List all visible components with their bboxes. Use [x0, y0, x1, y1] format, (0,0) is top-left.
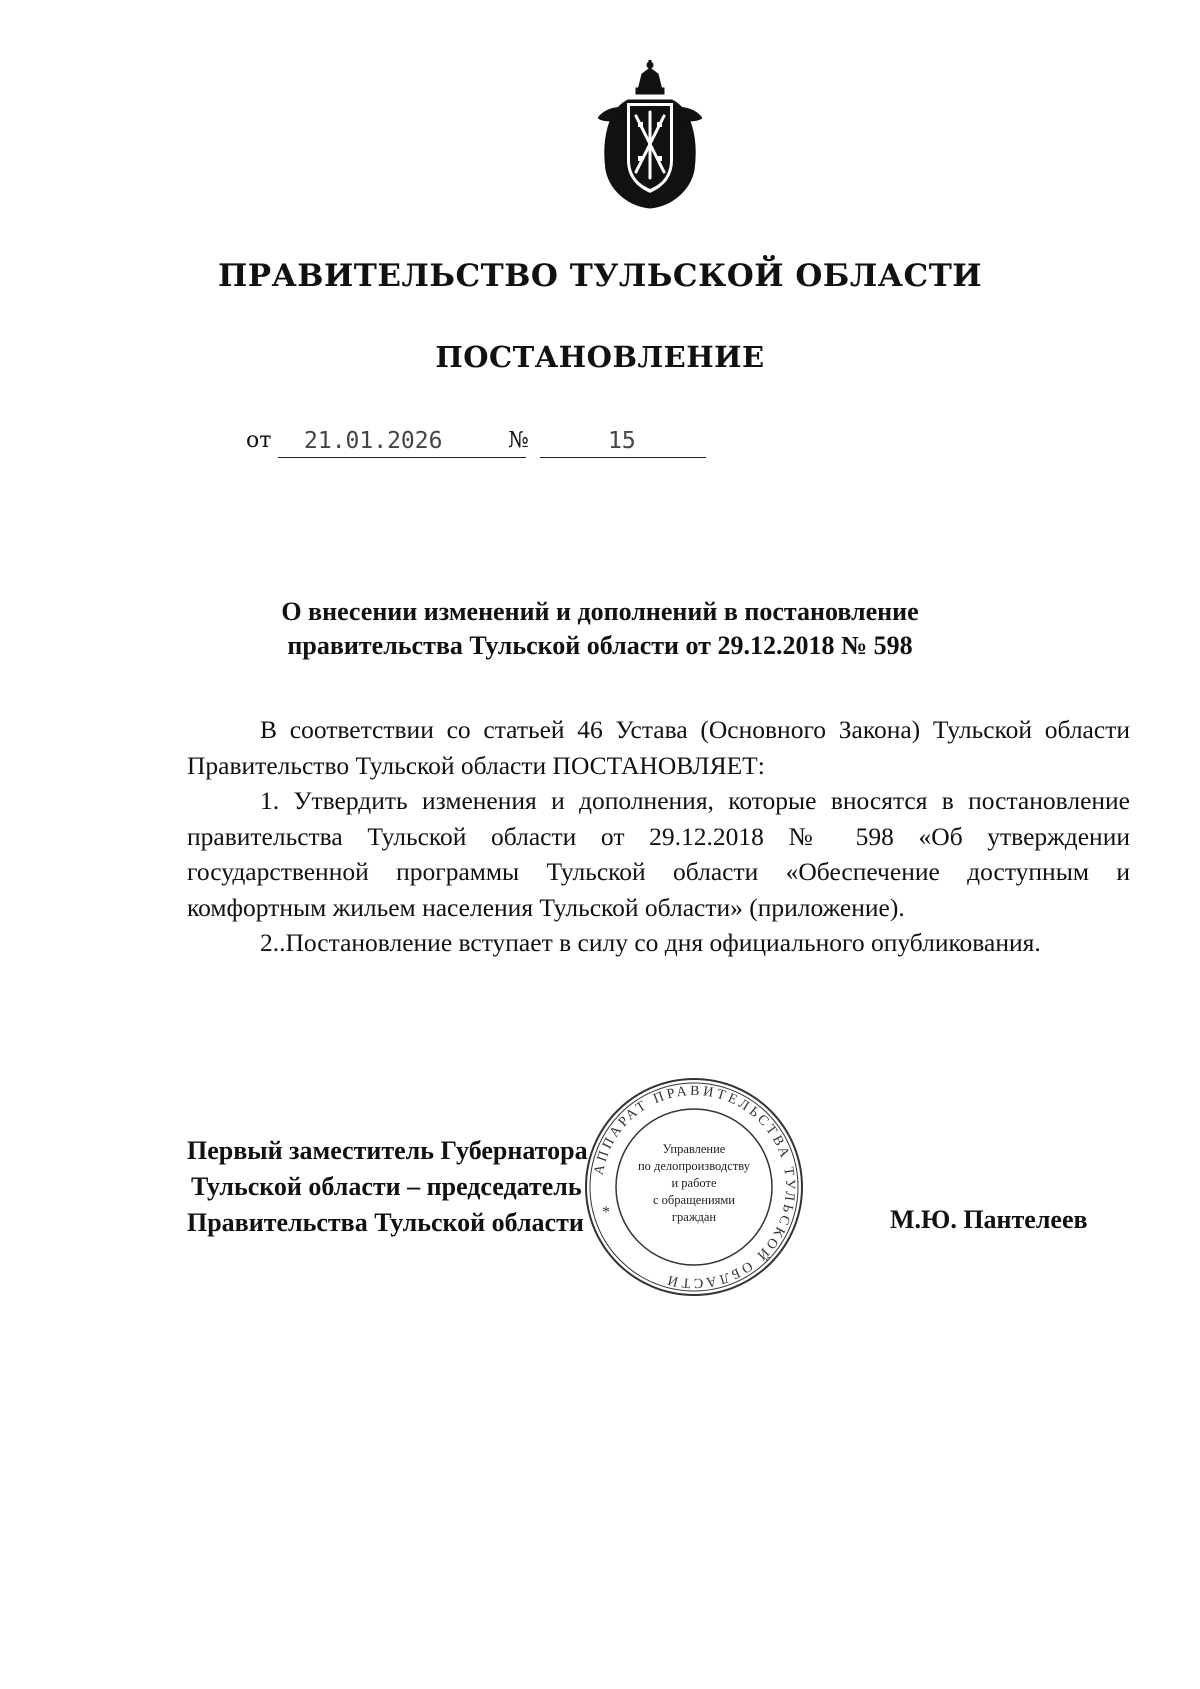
signatory-name: М.Ю. Пантелеев	[890, 1205, 1088, 1234]
stamp-line-2: по делопроизводству	[637, 1159, 751, 1173]
document-body	[187, 712, 1130, 961]
item-1-paragraph: 1. Утвердить изменения и дополнения, которые вносятся в постановление правительства Тульской области от 29.12.2018 № 598 «Об утверждении государственной программы Тульской области «Обеспечение доступным и комфортным жильем населения Тульской области» (приложение).	[187, 786, 1130, 922]
subject-line-1: О внесении изменений и дополнений в постановление	[281, 597, 919, 626]
item-2-paragraph: 2..Постановление вступает в силу со дня официального опубликования.	[260, 928, 1041, 957]
stamp-inner-text	[614, 1141, 774, 1226]
stamp-star-icon: *	[602, 1204, 610, 1221]
document-number: 15	[608, 428, 636, 454]
stamp-ring-path: АППАРАТ ПРАВИТЕЛЬСТВА ТУЛЬСКОЙ ОБЛАСТИ	[591, 1083, 798, 1291]
position-line-1: Первый заместитель Губернатора	[187, 1136, 588, 1165]
position-line-3: Правительства Тульской области	[187, 1208, 584, 1237]
number-label: №	[508, 428, 529, 453]
stamp-line-1: Управление	[662, 1142, 726, 1156]
organization-title: ПРАВИТЕЛЬСТВО ТУЛЬСКОЙ ОБЛАСТИ	[217, 258, 983, 294]
stamp-line-5: граждан	[671, 1210, 717, 1224]
number-underline	[540, 457, 706, 458]
stamp-line-3: и работе	[671, 1176, 717, 1190]
stamp-line-4: с обращениями	[653, 1193, 735, 1207]
preamble-paragraph: В соответствии со статьей 46 Устава (Основного Закона) Тульской области Правительство Тульской области ПОСТАНОВЛЯЕТ:	[187, 715, 1130, 780]
document-type-title: ПОСТАНОВЛЕНИЕ	[435, 340, 765, 374]
date-label: от	[246, 428, 272, 453]
position-line-2: Тульской области – председатель	[191, 1172, 582, 1201]
date-underline	[278, 457, 526, 458]
document-date: 21.01.2026	[304, 428, 443, 454]
subject-line-2: правительства Тульской области от 29.12.2018 № 598	[287, 631, 913, 660]
signatory-position	[187, 1133, 588, 1241]
coat-of-arms-emblem	[598, 60, 702, 210]
document-subject	[0, 595, 1200, 663]
